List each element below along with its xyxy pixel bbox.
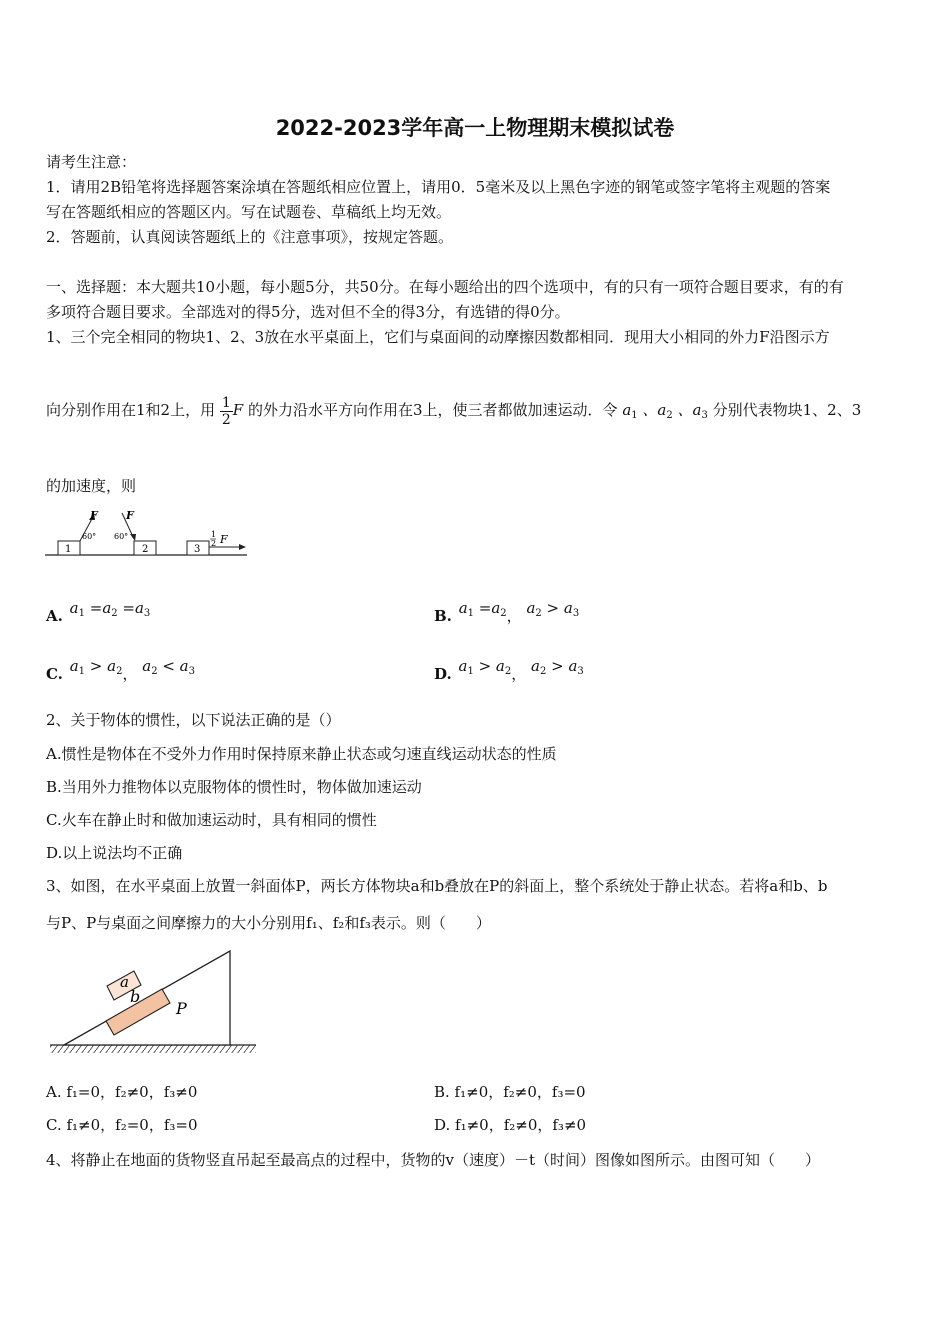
q1-half-den: 2 [211, 539, 217, 548]
q1-option-b[interactable] [434, 598, 579, 624]
q2-option-a[interactable]: A.惯性是物体在不受外力作用时保持原来静止状态或匀速直线运动状态的性质 [46, 745, 557, 763]
q1-half-fraction [220, 395, 233, 428]
q1-frac-var: F [232, 401, 244, 419]
block2-label: 2 [142, 544, 149, 555]
q3-line2: 与P、P与桌面之间摩擦力的大小分别用f₁、f₂和f₃表示。则（ ） [46, 914, 491, 932]
q1-accel-symbols: $a_1$ 、$a_2$ 、$a_3$ [622, 401, 708, 421]
q1-option-a[interactable] [46, 598, 150, 624]
q1-option-d-expr: $a_1 > a_2$， $a_2 > a_3$ [458, 657, 584, 683]
q1-line3: 的加速度，则 [46, 477, 137, 495]
q1-frac-den: 2 [221, 411, 231, 428]
q1-angle-label-2: 60° [114, 532, 129, 541]
q1-option-b-label: B. [434, 607, 452, 625]
q3-label-p: P [176, 999, 187, 1018]
q1-angle-label-1: 60° [82, 532, 97, 541]
q1-line2 [46, 392, 861, 434]
notice-heading: 请考生注意： [46, 153, 137, 171]
q1-half-num: 1 [211, 530, 217, 539]
q1-option-c-expr: $a_1 > a_2$， $a_2 < a_3$ [69, 657, 195, 683]
notice-item1-line1: 1．请用2B铅笔将选择题答案涂填在答题纸相应位置上，请用0．5毫米及以上黑色字迹的钢笔或签字笔将主观题的答案 [46, 178, 831, 196]
q1-option-b-expr: $a_1 =a_2$， $a_2 > a_3$ [458, 599, 580, 625]
q1-line1: 1、三个完全相同的物块1、2、3放在水平桌面上，它们与桌面间的动摩擦因数都相同．现用大小相同的外力F沿图示方 [46, 328, 830, 346]
q2-stem: 2、关于物体的惯性，以下说法正确的是（） [46, 711, 341, 729]
section1-line1: 一、选择题：本大题共10小题，每小题5分，共50分。在每小题给出的四个选项中，有的只有一项符合题目要求，有的有 [46, 278, 844, 296]
q1-force-label-3: F [220, 533, 228, 546]
notice-item2: 2．答题前，认真阅读答题纸上的《注意事项》，按规定答题。 [46, 228, 454, 246]
q1-option-c[interactable] [46, 656, 195, 682]
section1-line2: 多项符合题目要求。全部选对的得5分，选对但不全的得3分，有选错的得0分。 [46, 303, 570, 321]
q3-option-a[interactable]: A. f₁=0，f₂≠0，f₃≠0 [46, 1083, 198, 1101]
q3-incline-figure [48, 946, 260, 1058]
block3-label: 3 [194, 544, 201, 555]
q1-blocks-figure [44, 505, 250, 560]
q1-line2-b: 的外力沿水平方向作用在3上，使三者都做加速运动．令 [248, 401, 618, 419]
q1-option-a-expr: $a_1 =a_2 =a_3$ [69, 599, 151, 619]
q3-option-d[interactable]: D. f₁≠0，f₂≠0，f₃≠0 [434, 1116, 587, 1134]
block1-label: 1 [65, 544, 72, 555]
q1-option-a-label: A. [46, 607, 63, 625]
page-title: 2022-2023学年高一上物理期末模拟试卷 [275, 116, 675, 140]
q1-line2-a: 向分别作用在1和2上，用 [46, 401, 216, 419]
q2-option-c[interactable]: C.火车在静止时和做加速运动时，具有相同的惯性 [46, 811, 377, 829]
q3-option-c[interactable]: C. f₁≠0，f₂=0，f₃=0 [46, 1116, 198, 1134]
q2-option-d[interactable]: D.以上说法均不正确 [46, 844, 183, 862]
q1-option-d-label: D. [434, 665, 452, 683]
q1-option-c-label: C. [46, 665, 63, 683]
q1-force-label-1: F [90, 509, 98, 522]
q1-force-label-2: F [126, 509, 134, 522]
q1-option-d[interactable] [434, 656, 584, 682]
q3-label-b: b [130, 987, 141, 1006]
q1-line2-c: 分别代表物块1、2、3 [712, 401, 862, 419]
q3-label-a: a [120, 973, 129, 991]
q3-option-b[interactable]: B. f₁≠0，f₂≠0，f₃=0 [434, 1083, 586, 1101]
notice-item1-line2: 写在答题纸相应的答题区内。写在试题卷、草稿纸上均无效。 [46, 203, 452, 221]
q3-line1: 3、如图，在水平桌面上放置一斜面体P，两长方体物块a和b叠放在P的斜面上，整个系统处于静止状态。若将a和b、b [46, 877, 828, 895]
q4-stem: 4、将静止在地面的货物竖直吊起至最高点的过程中，货物的v（速度）－t（时间）图像如图所示。由图可知（ ） [46, 1151, 821, 1169]
q2-option-b[interactable]: B.当用外力推物体以克服物体的惯性时，物体做加速运动 [46, 778, 422, 796]
q1-frac-num: 1 [221, 394, 231, 411]
